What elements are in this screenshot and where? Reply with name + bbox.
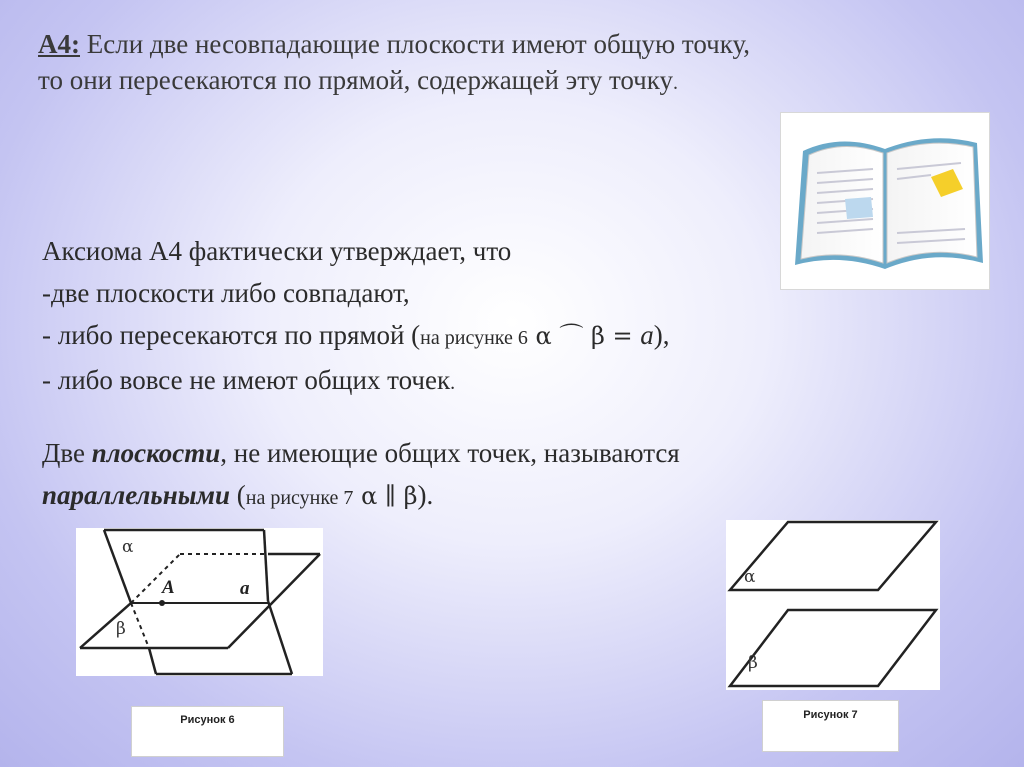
explanation-line-2: -две плоскости либо совпадают, [42, 278, 410, 308]
line3-end: ), [653, 320, 670, 350]
figure-7 [726, 520, 940, 690]
axiom-end: . [673, 72, 679, 94]
line3-start: - либо пересекаются по прямой ( [42, 320, 421, 350]
point-a-marker [159, 600, 165, 606]
label-beta: β [748, 653, 758, 673]
figure-ref-7: на рисунке 7 [245, 487, 354, 509]
axiom-line1: Если две несовпадающие плоскости имеют общую точку, [80, 29, 751, 59]
def-open: ( [229, 480, 246, 510]
explanation-line-1: Аксиома А4 фактически утверждает, что [42, 236, 512, 266]
definition-line-1 [42, 432, 942, 474]
label-point-a: A [162, 577, 175, 598]
plane-alpha [730, 522, 936, 590]
plane-beta [730, 610, 936, 686]
line4-text: - либо вовсе не имеют общих точек [42, 365, 451, 395]
explanation [42, 230, 942, 404]
label-alpha: α [122, 537, 134, 557]
caption-figure-7: Рисунок 7 [762, 700, 899, 752]
label-line-a: a [240, 578, 250, 599]
parallel-planes-diagram [726, 520, 940, 690]
parallel-formula: α ∥ β [353, 482, 418, 510]
intersecting-planes-diagram [76, 528, 323, 676]
intersection-formula: α ⌒ β = [527, 322, 641, 350]
definition-line-2 [42, 474, 942, 519]
label-alpha: α [744, 567, 756, 587]
def-start: Две [42, 438, 92, 468]
explanation-line-3 [42, 314, 942, 359]
figure-ref-6: на рисунке 6 [420, 327, 528, 349]
axiom-label: А4: [38, 29, 80, 59]
explanation-line-4 [42, 359, 942, 404]
line-variable: a [640, 320, 654, 350]
def-mid: , не имеющие общих точек, называются [220, 438, 680, 468]
def-close: ). [417, 480, 434, 510]
label-beta: β [116, 619, 126, 639]
term-parallel: параллельными [42, 480, 230, 510]
axiom-line2: то они пересекаются по прямой, содержащей эту точку [38, 65, 674, 95]
axiom-title [38, 26, 968, 101]
parallel-definition [42, 432, 942, 519]
figure-6 [76, 528, 323, 676]
line4-end: . [450, 372, 456, 394]
term-planes: плоскости [91, 438, 221, 468]
caption-figure-6: Рисунок 6 [131, 706, 284, 757]
